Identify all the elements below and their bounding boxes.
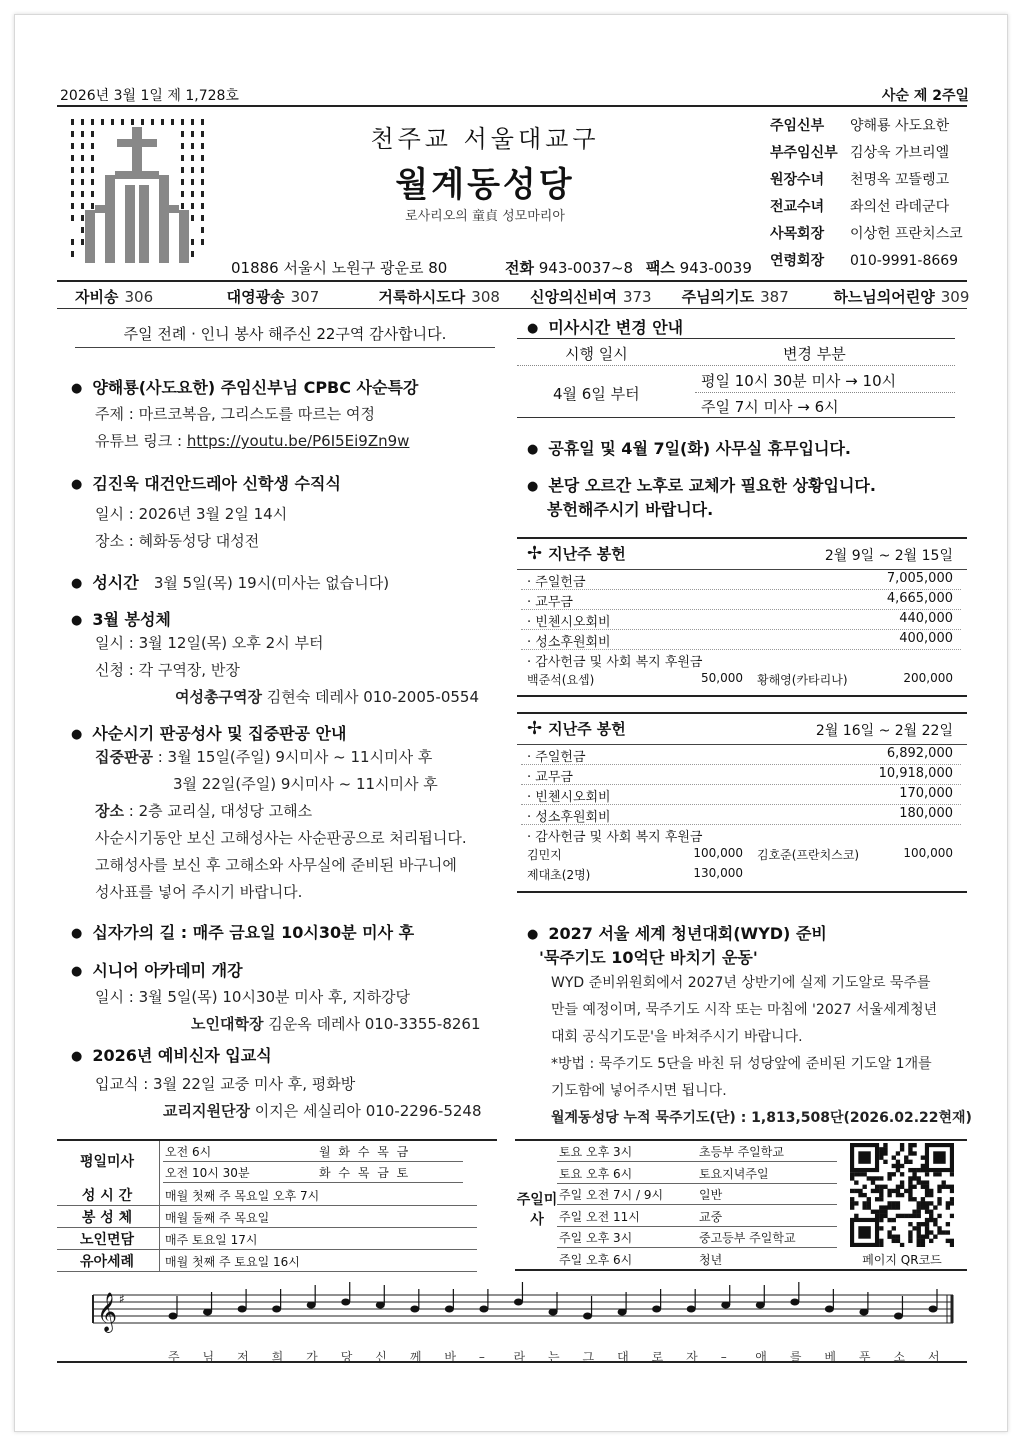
- hymn-number: 373: [622, 288, 652, 306]
- anointing-apply: 신청 : 각 구역장, 반장: [95, 661, 240, 679]
- seminarian-place: 장소 : 혜화동성당 대성전: [95, 532, 260, 550]
- thanks-offering-label: · 감사헌금 및 사회 복지 후원금: [527, 830, 703, 845]
- penance-line-1: 집중판공 : 3월 15일(주일) 9시미사 ~ 11시미사 후: [95, 748, 433, 766]
- staff-name: 이상헌 프란치스코: [850, 226, 963, 242]
- lyric-syllable: 를: [789, 1350, 802, 1364]
- wyd-line-1: WYD 준비위원회에서 2027년 상반기에 실제 기도알로 묵주를: [551, 975, 931, 991]
- qr-caption: 페이지 QR코드: [862, 1253, 942, 1267]
- church-logo-icon: [67, 115, 217, 265]
- penance-note-1: 사순시기동안 보신 고해성사는 사순판공으로 처리됩니다.: [95, 829, 467, 847]
- staff-row: [770, 169, 970, 189]
- mass-change-date: 4월 6일 부터: [553, 385, 640, 403]
- schedule-label: 노인면담: [79, 1232, 135, 1248]
- offering-amount: 180,000: [899, 806, 953, 821]
- cross-icon: ✢: [527, 543, 543, 564]
- offering-amount: 4,665,000: [886, 591, 953, 606]
- anointing-contact: 여성총구역장 김현숙 데레사 010-2005-0554: [175, 688, 480, 706]
- hymn-item: [833, 286, 969, 307]
- penance-place: 장소 : 2층 교리실, 대성당 고해소: [95, 802, 313, 820]
- music-note: [410, 1306, 419, 1313]
- music-note: [376, 1302, 385, 1309]
- music-note: [929, 1306, 938, 1313]
- staff-role: 전교수녀: [770, 199, 825, 215]
- staff-role: 원장수녀: [770, 172, 825, 188]
- wyd-rosary-count: 월계동성당 누적 묵주기도(단) : 1,813,508단(2026.02.22현재): [551, 1110, 972, 1126]
- music-note: [652, 1306, 661, 1313]
- stations-of-cross: ● 십자가의 길 : 매주 금요일 10시30분 미사 후: [71, 920, 414, 943]
- offering-amount: 440,000: [899, 611, 953, 626]
- lyric-syllable: 께: [409, 1350, 422, 1364]
- hymn-number: 308: [471, 288, 500, 306]
- hymn-label: 거룩하시도다: [378, 288, 466, 306]
- lyric-syllable: 바: [444, 1350, 456, 1364]
- hymn-item: [378, 286, 500, 307]
- penance-title: ● 사순시기 판공성사 및 집중판공 안내: [71, 721, 346, 744]
- wyd-line-2: 만들 예정이며, 묵주기도 시작 또는 마침에 '2027 서울세계청년: [551, 1002, 938, 1018]
- anointing-title: ● 3월 봉성체: [71, 607, 171, 630]
- sunday-mass-time: 주일 오후 6시: [559, 1252, 633, 1267]
- lyric-syllable: 님: [202, 1350, 215, 1364]
- donor-name: 백준석(요셉): [527, 673, 595, 687]
- catechumen-title: ● 2026년 예비신자 입교식: [71, 1043, 272, 1066]
- offering-label: · 교무금: [527, 770, 573, 785]
- wyd-line-5: 기도함에 넣어주시면 됩니다.: [551, 1083, 727, 1099]
- weekday-mass-time: 오전 10시 30분: [165, 1166, 250, 1180]
- liturgical-season: 사순 제 2주일: [881, 88, 969, 104]
- hymn-number: 387: [760, 288, 789, 306]
- offering-label: · 주일헌금: [527, 575, 586, 590]
- anointing-date: 일시 : 3월 12일(목) 오후 2시 부터: [95, 634, 324, 652]
- offering-period: 2월 9일 ~ 2월 15일: [824, 548, 953, 564]
- schedule-text: 매월 둘째 주 목요일: [165, 1211, 270, 1225]
- lyric-syllable: 희: [271, 1350, 284, 1364]
- staff-role: 부주임신부: [770, 145, 838, 161]
- lyric-syllable: 저: [237, 1350, 249, 1364]
- sunday-mass-time: 주일 오전 11시: [559, 1209, 640, 1224]
- hymn-item: [227, 286, 320, 307]
- staff-name: 천명옥 꼬뜰렝고: [850, 172, 950, 188]
- schedule-label: 성 시 간: [81, 1188, 133, 1204]
- donor-amount: 200,000: [903, 671, 953, 685]
- cpbc-topic: 주제 : 마르코복음, 그리스도를 따르는 여정: [95, 405, 375, 423]
- donor-amount: 50,000: [701, 671, 743, 685]
- mass-change-col-change: 변경 부분: [783, 345, 846, 363]
- staff-name: 010-9991-8669: [850, 253, 959, 269]
- hymn-number: 307: [290, 288, 320, 306]
- penance-note-2: 고해성사를 보신 후 고해소와 사무실에 준비된 바구니에: [95, 856, 457, 874]
- schedule-text: 매주 토요일 17시: [165, 1233, 258, 1247]
- hymn-bar: [57, 284, 970, 308]
- academy-title: ● 시니어 아카데미 개강: [71, 958, 243, 981]
- contact-line: 전화 943-0037~8 팩스 943-0039: [505, 259, 752, 277]
- catechumen-contact: 교리지원단장 이지은 세실리아 010-2296-5248: [163, 1102, 482, 1120]
- hymn-label: 신앙의신비여: [530, 288, 617, 306]
- hymn-item: [682, 286, 789, 307]
- music-note: [687, 1306, 696, 1313]
- cross-icon: ✢: [527, 718, 543, 739]
- mass-change-sunday: 주일 7시 미사 → 6시: [701, 398, 839, 416]
- music-staff: [73, 1279, 963, 1369]
- staff-role: 연령회장: [770, 253, 825, 269]
- offering-amount: 10,918,000: [878, 766, 953, 781]
- organ-notice-2: 봉헌해주시기 바랍니다.: [547, 500, 714, 519]
- sunday-mass-time: 주일 오전 7시 / 9시: [559, 1188, 664, 1202]
- staff-row: [770, 142, 970, 162]
- seminarian-date: 일시 : 2026년 3월 2일 14시: [95, 505, 288, 523]
- lyric-syllable: 주: [168, 1350, 180, 1364]
- lyric-syllable: –: [720, 1350, 727, 1364]
- donor-name: 제대초(2명): [527, 868, 591, 882]
- hymn-item: [530, 286, 652, 307]
- sunday-mass-name: 중고등부 주일학교: [699, 1231, 796, 1245]
- lyric-syllable: 는: [548, 1350, 560, 1364]
- music-note: [238, 1306, 247, 1313]
- donor-amount: 100,000: [903, 846, 953, 860]
- lyric-syllable: 소: [893, 1350, 906, 1364]
- lyric-syllable: 자: [686, 1350, 698, 1364]
- schedule-label: 봉 성 체: [81, 1210, 133, 1226]
- music-note: [549, 1309, 558, 1316]
- offering-title: ✢ 지난주 봉헌: [527, 718, 626, 739]
- weekday-mass-days: 월 화 수 목 금: [319, 1145, 411, 1159]
- offering-label: · 교무금: [527, 595, 573, 610]
- sunday-mass-time: 토요 오후 6시: [559, 1166, 633, 1181]
- hymn-label: 하느님의어린양: [833, 288, 935, 306]
- lyric-syllable: 라: [513, 1350, 526, 1364]
- music-note: [583, 1313, 592, 1320]
- donor-name: 황해영(카타리나): [757, 673, 848, 687]
- wyd-line-3: 대회 공식기도문'을 바쳐주시기 바랍니다.: [551, 1029, 803, 1045]
- lyric-syllable: 그: [582, 1350, 595, 1364]
- seminarian-title: ● 김진욱 대건안드레아 신학생 수직식: [71, 471, 341, 494]
- staff-row: [770, 250, 970, 270]
- lyric-syllable: 당: [340, 1350, 353, 1364]
- bulletin-page: [14, 14, 1008, 1432]
- offering-title: ✢ 지난주 봉헌: [527, 543, 626, 564]
- lyric-syllable: 신: [375, 1350, 387, 1364]
- offering-label: · 빈첸시오회비: [527, 790, 611, 805]
- penance-note-3: 성사표를 넣어 주시기 바랍니다.: [95, 883, 303, 901]
- music-note: [825, 1306, 834, 1313]
- sunday-mass-label: 주일미사: [516, 1192, 558, 1228]
- parish-name: 월계동성당: [395, 165, 575, 205]
- music-note: [756, 1302, 765, 1309]
- offering-label: · 주일헌금: [527, 750, 586, 765]
- hymn-label: 자비송: [75, 288, 119, 306]
- lyric-syllable: 로: [651, 1350, 664, 1364]
- mass-change-weekday: 평일 10시 30분 미사 → 10시: [701, 372, 897, 390]
- offering-amount: 6,892,000: [886, 746, 953, 761]
- offering-label: · 성소후원회비: [527, 810, 611, 825]
- staff-name: 김상욱 가브리엘: [850, 145, 950, 161]
- penance-line-2: 3월 22일(주일) 9시미사 ~ 11시미사 후: [173, 775, 438, 793]
- music-note: [859, 1309, 868, 1316]
- treble-clef-icon: 𝄞: [97, 1292, 118, 1332]
- offering-period: 2월 16일 ~ 2월 22일: [815, 723, 953, 739]
- music-note: [445, 1306, 454, 1313]
- lyric-syllable: 애: [755, 1350, 767, 1364]
- hymn-label: 주님의기도: [681, 288, 755, 306]
- music-note: [341, 1299, 350, 1306]
- weekday-mass-label: 평일미사: [79, 1154, 135, 1170]
- donor-amount: 130,000: [693, 866, 743, 880]
- lyric-syllable: 푸: [858, 1350, 871, 1364]
- academy-date: 일시 : 3월 5일(목) 10시30분 미사 후, 지하강당: [95, 988, 411, 1006]
- lyric-syllable: 베: [824, 1350, 836, 1364]
- sunday-mass-name: 일반: [699, 1188, 723, 1202]
- weekday-mass-days: 화 수 목 금 토: [319, 1166, 411, 1180]
- music-note: [894, 1313, 903, 1320]
- offering-amount: 170,000: [899, 786, 953, 801]
- staff-name: 양해룡 사도요한: [850, 118, 950, 134]
- cpbc-link-line: 유튜브 링크 : https://youtu.be/P6I5Ei9Zn9w: [95, 432, 410, 450]
- thanks-banner: 주일 전례 · 인니 봉사 해주신 22구역 감사합니다.: [75, 323, 495, 348]
- offering-amount: 400,000: [899, 631, 953, 646]
- issue-date: 2026년 3월 1일 제 1,728호: [60, 88, 239, 104]
- staff-role: 사목회장: [770, 226, 825, 242]
- donor-name: 김민지: [527, 848, 562, 862]
- music-note: [721, 1302, 730, 1309]
- staff-row: [770, 223, 970, 243]
- organ-notice: ● 본당 오르간 노후로 교체가 필요한 상황입니다.: [527, 473, 876, 496]
- address: 01886 서울시 노원구 광운로 80: [231, 259, 448, 277]
- music-note: [307, 1302, 316, 1309]
- hymn-number: 306: [124, 288, 154, 306]
- youtube-link[interactable]: https://youtu.be/P6I5Ei9Zn9w: [186, 432, 410, 450]
- staff-row: [770, 196, 970, 216]
- sunday-mass-name: 초등부 주일학교: [699, 1145, 784, 1159]
- staff-name: 좌의선 라데군다: [850, 199, 950, 215]
- office-closed-notice: ● 공휴일 및 4월 7일(화) 사무실 휴무입니다.: [527, 436, 851, 459]
- svg-text:♯: ♯: [119, 1292, 125, 1306]
- cpbc-title: ● 양해룡(사도요한) 주임신부님 CPBC 사순특강: [71, 375, 418, 398]
- music-note: [514, 1299, 523, 1306]
- mass-change-col-date: 시행 일시: [565, 345, 628, 363]
- wyd-title: ● 2027 서울 세계 청년대회(WYD) 준비: [527, 921, 827, 944]
- holy-hour: ● 성시간 3월 5일(목) 19시(미사는 없습니다): [71, 570, 389, 593]
- donor-amount: 100,000: [693, 846, 743, 860]
- offering-label: · 빈첸시오회비: [527, 615, 611, 630]
- lyric-syllable: 가: [306, 1350, 318, 1364]
- mass-change-title: ● 미사시간 변경 안내: [527, 315, 683, 338]
- sunday-mass-time: 토요 오후 3시: [559, 1145, 633, 1159]
- music-note: [169, 1313, 178, 1320]
- lyric-syllable: 대: [617, 1350, 629, 1364]
- sunday-mass-name: 교중: [699, 1209, 723, 1224]
- hymn-item: [75, 286, 153, 307]
- qr-code-icon[interactable]: [850, 1143, 954, 1247]
- hymn-number: 309: [940, 288, 970, 306]
- music-note: [272, 1306, 281, 1313]
- wyd-line-4: *방법 : 묵주기도 5단을 바친 뒤 성당앞에 준비된 기도알 1개를: [551, 1056, 932, 1072]
- donor-name: 김호준(프란치스코): [757, 848, 860, 862]
- music-note: [203, 1309, 212, 1316]
- offering-amount: 7,005,000: [886, 571, 953, 586]
- schedule-label: 유아세례: [79, 1254, 135, 1270]
- diocese-name: 천주교 서울대교구: [370, 125, 600, 153]
- lyric-syllable: –: [478, 1350, 485, 1364]
- schedule-text: 매월 첫째 주 토요일 16시: [165, 1255, 300, 1269]
- thanks-offering-label: · 감사헌금 및 사회 복지 후원금: [527, 655, 703, 670]
- sunday-mass-name: 토요지녁주일: [699, 1166, 769, 1181]
- catechumen-date: 입교식 : 3월 22일 교중 미사 후, 평화방: [95, 1075, 356, 1093]
- weekday-mass-time: 오전 6시: [165, 1145, 212, 1159]
- music-note: [618, 1309, 627, 1316]
- academy-contact: 노인대학장 김운옥 데레사 010-3355-8261: [191, 1015, 481, 1033]
- sunday-mass-time: 주일 오후 3시: [559, 1231, 633, 1245]
- lyric-syllable: 서: [928, 1350, 940, 1364]
- staff-role: 주임신부: [770, 118, 825, 134]
- music-note: [790, 1299, 799, 1306]
- music-note: [479, 1306, 488, 1313]
- sunday-mass-name: 청년: [699, 1252, 723, 1267]
- offering-label: · 성소후원회비: [527, 635, 611, 650]
- schedule-text: 매월 첫째 주 목요일 오후 7시: [165, 1189, 320, 1203]
- patron-name: 로사리오의 童貞 성모마리아: [405, 209, 565, 224]
- hymn-label: 대영광송: [226, 288, 285, 306]
- staff-row: [770, 115, 970, 135]
- wyd-subtitle: '묵주기도 10억단 바치기 운동': [539, 948, 758, 967]
